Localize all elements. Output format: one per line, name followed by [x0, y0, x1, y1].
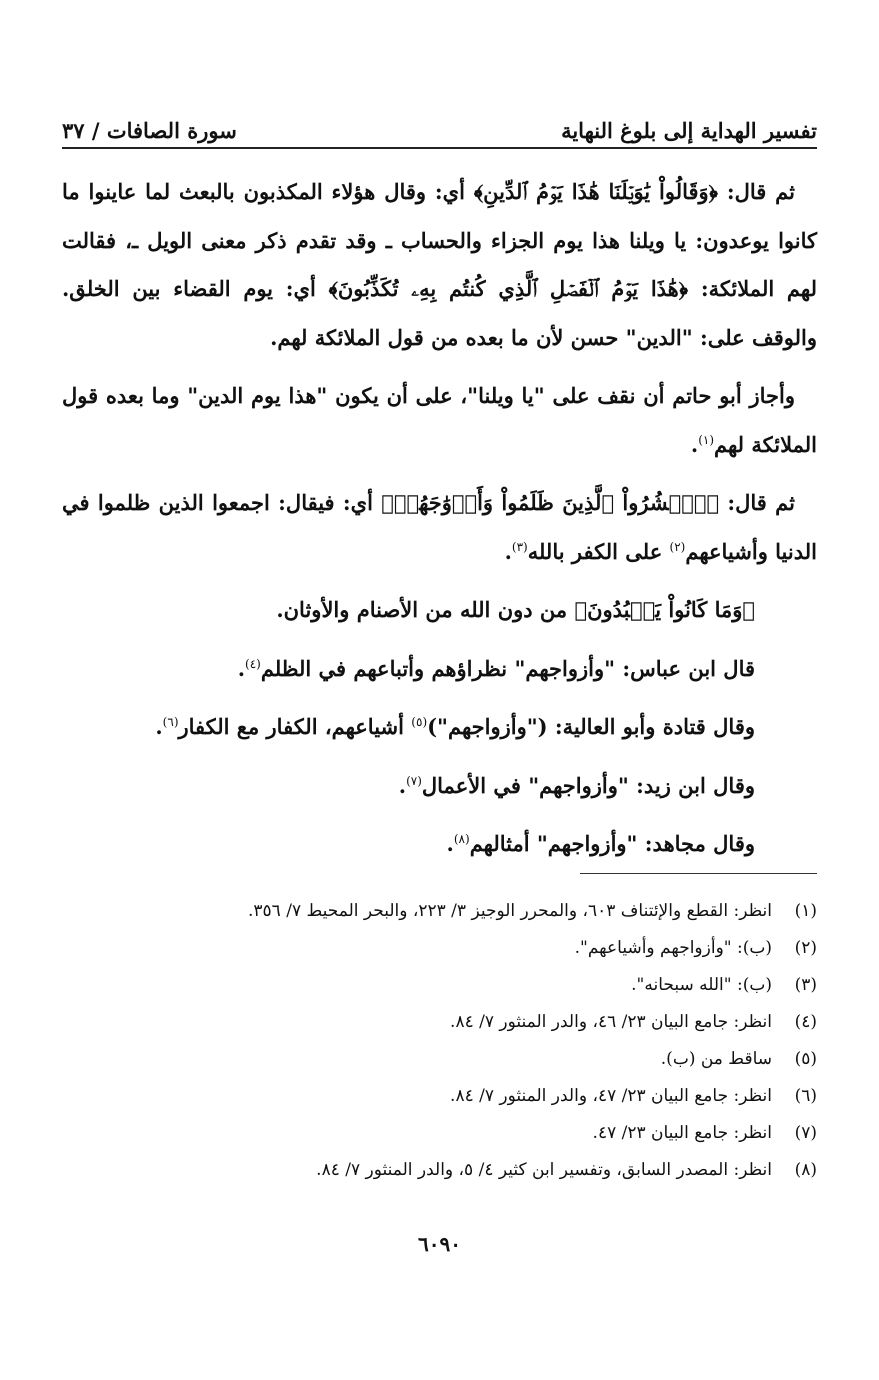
footnote-ref[interactable]: (٥)	[411, 715, 428, 729]
footnote-item	[62, 1041, 817, 1078]
footnote-ref[interactable]: (١)	[698, 432, 715, 447]
header-divider	[62, 147, 817, 149]
footnote-number: (٧)	[794, 1123, 817, 1143]
page-number: ٦٠٩٠	[418, 1232, 461, 1256]
footnote-text: ساقط من (ب).	[660, 1049, 772, 1069]
paragraph: ﴿وَمَا كَانُواْ يَعۡبُدُونَ﴾ من دون الله من الأصنام والأوثان.	[276, 597, 755, 622]
surah-page-label: سورة الصافات / ٣٧	[62, 118, 237, 143]
footnote-number: (٨)	[794, 1160, 817, 1180]
footnote-ref[interactable]: (٨)	[453, 832, 470, 846]
footnote-item	[62, 1078, 817, 1115]
footnote-item	[62, 893, 817, 930]
paragraph: قال ابن عباس: "وأزواجهم" نظراؤهم وأتباعهم في الظلم$^{(٤)}$.	[237, 655, 755, 681]
paragraph: وقال ابن زيد: "وأزواجهم" في الأعمال$^{(٧)}$.	[398, 772, 755, 798]
footnote-text: انظر: المصدر السابق، وتفسير ابن كثير ٤/ ٥، والدر المنثور ٧/ ٨٤.	[316, 1160, 772, 1180]
footnote-item	[62, 1004, 817, 1041]
footnote-item	[62, 1115, 817, 1152]
footnote-text: (ب): "وأزواجهم وأشياعهم".	[574, 938, 772, 958]
footnote-text: انظر: جامع البيان ٢٣/ ٤٧.	[592, 1123, 772, 1143]
quran-verse: ﴿ٱحۡشُرُواْ ٱلَّذِينَ ظَلَمُواْ وَأَزۡوَٰجَهُمۡ﴾	[381, 490, 720, 515]
footnote-ref[interactable]: (٧)	[406, 773, 422, 788]
paragraph: ثم قال: ﴿ٱحۡشُرُواْ ٱلَّذِينَ ظَلَمُواْ وَأَزۡوَٰجَهُمۡ﴾ أي: فيقال: اجمعوا الذين ظلموا في الدنيا وأشياعهم$^{(٢)}$ على الكفر بالله$^{(٣)}$.	[62, 490, 817, 564]
footnote-number: (٤)	[794, 1012, 817, 1032]
footnote-number: (٦)	[794, 1086, 817, 1106]
paragraph: وأجاز أبو حاتم أن نقف على "يا ويلنا"، على أن يكون "هذا يوم الدين" وما بعده قول الملائكة لهم$^{(١)}$.	[62, 383, 817, 457]
footnote-item	[62, 967, 817, 1004]
footnote-text: انظر: جامع البيان ٢٣/ ٤٦، والدر المنثور ٧/ ٨٤.	[450, 1012, 772, 1032]
footnote-number: (٣)	[794, 975, 817, 995]
quran-verse: ﴿هَٰذَا يَوۡمُ ٱلۡفَصۡلِ ٱلَّذِي كُنتُم بِهِۦ تُكَذِّبُونَ﴾	[328, 276, 689, 301]
running-header	[62, 103, 817, 143]
footnote-ref[interactable]: (٦)	[162, 715, 179, 729]
footnotes	[62, 893, 817, 1189]
paragraph: وقال قتادة وأبو العالية: ("وأزواجهم")$^{(٥)}$ أشياعهم، الكفار مع الكفار$^{(٦)}$.	[155, 714, 755, 739]
footnote-ref[interactable]: (٢)	[669, 539, 686, 554]
footnote-number: (١)	[794, 901, 817, 921]
footnote-item	[62, 1152, 817, 1189]
footnote-text: انظر: القطع والإئتناف ٦٠٣، والمحرر الوجيز ٣/ ٢٢٣، والبحر المحيط ٧/ ٣٥٦.	[248, 901, 772, 921]
quran-verse: ﴿وَقَالُواْ يَٰوَيۡلَنَا هَٰذَا يَوۡمُ ٱلدِّينِ﴾	[473, 179, 718, 204]
footnote-ref[interactable]: (٤)	[245, 656, 261, 671]
book-title: تفسير الهداية إلى بلوغ النهاية	[561, 118, 817, 143]
footnote-divider	[580, 873, 817, 874]
paragraph: ثم قال: ﴿وَقَالُواْ يَٰوَيۡلَنَا هَٰذَا يَوۡمُ ٱلدِّينِ﴾ أي: وقال هؤلاء المكذبون بالبعث لما عاينوا ما كانوا يوعدون: يا ويلنا هذا يوم الجزاء والحساب ـ وقد تقدم ذكر معنى الويل ـ، فقالت لهم الملائكة: ﴿هَٰذَا يَوۡمُ ٱلۡفَصۡلِ ٱلَّذِي كُنتُم بِهِۦ تُكَذِّبُونَ﴾ أي: يوم القضاء بين الخلق. والوقف على: "الدين" حسن لأن ما بعده من قول الملائكة لهم.	[62, 179, 817, 350]
paragraph: وقال مجاهد: "وأزواجهم" أمثالهم$^{(٨)}$.	[446, 831, 755, 856]
footnote-item	[62, 930, 817, 967]
quran-verse: ﴿وَمَا كَانُواْ يَعۡبُدُونَ﴾	[574, 597, 755, 622]
footnote-number: (٥)	[794, 1049, 817, 1069]
main-text	[62, 168, 817, 879]
footnote-ref[interactable]: (٣)	[511, 539, 528, 554]
footnote-number: (٢)	[794, 938, 817, 958]
footnote-text: انظر: جامع البيان ٢٣/ ٤٧، والدر المنثور ٧/ ٨٤.	[450, 1086, 772, 1106]
footnote-text: (ب): "الله سبحانه".	[631, 975, 772, 995]
